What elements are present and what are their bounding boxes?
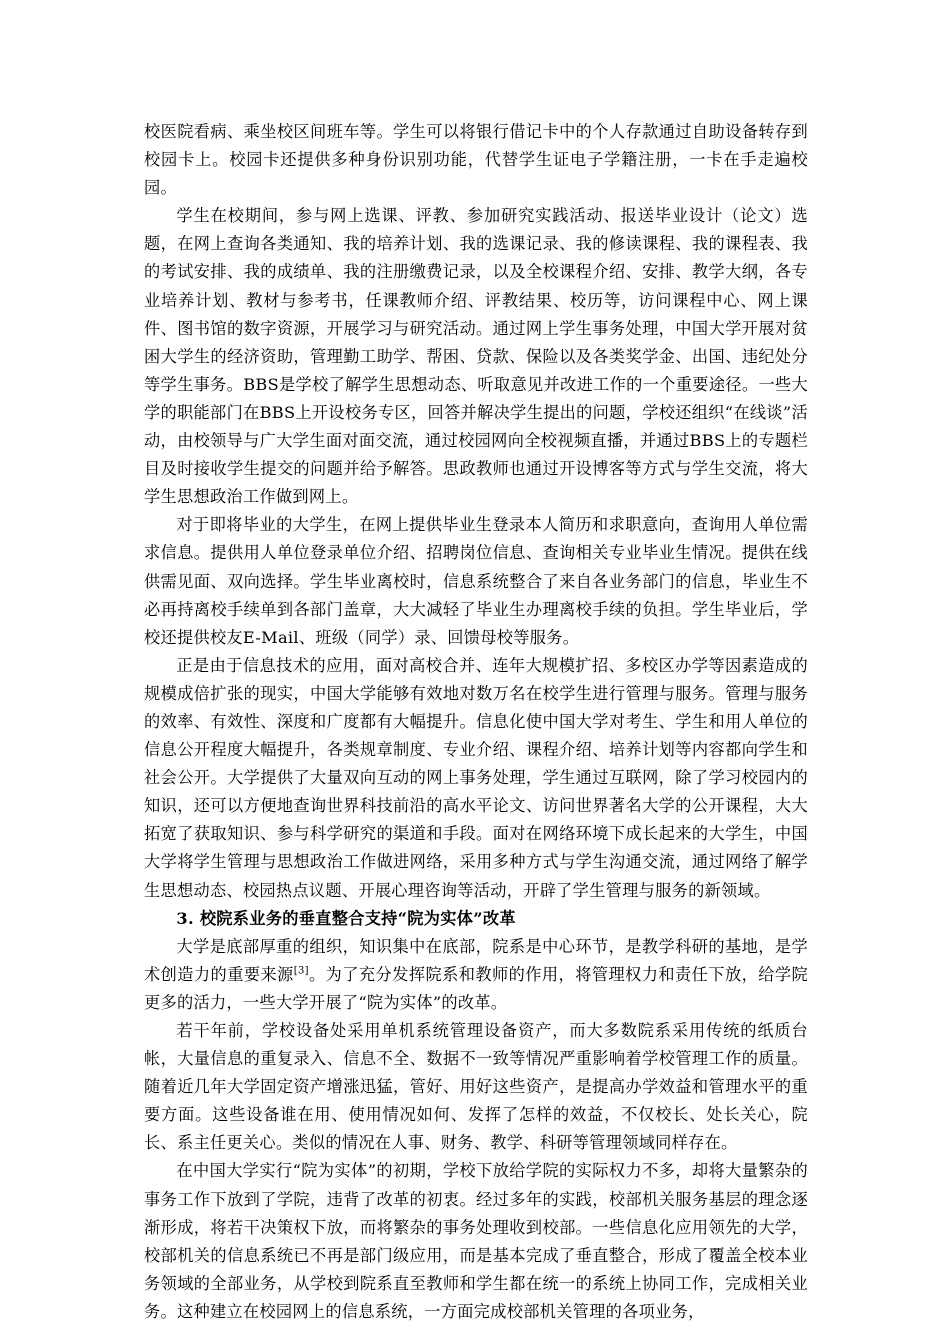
paragraph-campus-card: 校医院看病、乘坐校区间班车等。学生可以将银行借记卡中的个人存款通过自助设备转存到校园卡上。校园卡还提供多种身份识别功能，代替学生证电子学籍注册，一卡在手走遍校园。 — [144, 122, 808, 198]
document-page — [144, 118, 808, 1326]
paragraph-vertical-integration: 在中国大学实行“院为实体”的初期，学校下放给学院的实际权力不多，却将大量繁杂的事务工作下放到了学院，违背了改革的初衷。经过多年的实践，校部机关服务基层的理念逐渐形成，将若干决策权下放，而将繁杂的事务处理收到校部。一些信息化应用领先的大学，校部机关的信息系统已不再是部门级应用，而是基本完成了垂直整合，形成了覆盖全校本业务领域的全部业务，从学校到院系直至教师和学生都在统一的系统上协同工作，完成相关业务。这种建立在校园网上的信息系统，一方面完成校部机关管理的各项业务， — [144, 1161, 808, 1321]
paragraph-faculty-as-entity — [144, 933, 808, 1017]
paragraph-text-before-reference: 大学是底部厚重的组织，知识集中在底部，院系是中心环节，是教学科研的基地，是学术创造力的重要来源 — [144, 936, 808, 984]
paragraph-online-student-services: 学生在校期间，参与网上选课、评教、参加研究实践活动、报送毕业设计（论文）选题，在网上查询各类通知、我的培养计划、我的选课记录、我的修读课程、我的课程表、我的考试安排、我的成绩单、我的注册缴费记录，以及全校课程介绍、安排、教学大纲，各专业培养计划、教材与参考书，任课教师介绍、评教结果、校历等，访问课程中心、网上课件、图书馆的数字资源，开展学习与研究活动。通过网上学生事务处理，中国大学开展对贫困大学生的经济资助，管理勤工助学、帮困、贷款、保险以及各类奖学金、出国、违纪处分等学生事务。BBS是学校了解学生思想动态、听取意见并改进工作的一个重要途径。一些大学的职能部门在BBS上开设校务专区，回答并解决学生提出的问题，学校还组织“在线谈”活动，由校领导与广大学生面对面交流，通过校园网向全校视频直播，并通过BBS上的专题栏目及时接收学生提交的问题并给予解答。思政教师也通过开设博客等方式与学生交流，将大学生思想政治工作做到网上。 — [144, 206, 808, 507]
paragraph-graduate-services: 对于即将毕业的大学生，在网上提供毕业生登录本人简历和求职意向，查询用人单位需求信息。提供用人单位登录单位介绍、招聘岗位信息、查询相关专业毕业生情况。提供在线供需见面、双向选择。学生毕业离校时，信息系统整合了来自各业务部门的信息，毕业生不必再持离校手续单到各部门盖章，大大减轻了毕业生办理离校手续的负担。学生毕业后，学校还提供校友E-Mail、班级（同学）录、回馈母校等服务。 — [144, 515, 808, 647]
section-heading: 3. 校院系业务的垂直整合支持“院为实体”改革 — [176, 908, 516, 928]
citation-reference: [3] — [293, 965, 309, 977]
paragraph-it-impact: 正是由于信息技术的应用，面对高校合并、连年大规模扩招、多校区办学等因素造成的规模成倍扩张的现实，中国大学能够有效地对数万名在校学生进行管理与服务。管理与服务的效率、有效性、深度和广度都有大幅提升。信息化使中国大学对考生、学生和用人单位的信息公开程度大幅提升，各类规章制度、专业介绍、课程介绍、培养计划等内容都向学生和社会公开。大学提供了大量双向互动的网上事务处理，学生通过互联网，除了学习校园内的知识，还可以方便地查询世界科技前沿的高水平论文、访问世界著名大学的公开课程，大大拓宽了获取知识、参与科学研究的渠道和手段。面对在网络环境下成长起来的大学生，中国大学将学生管理与思想政治工作做进网络，采用多种方式与学生沟通交流，通过网络了解学生思想动态、校园热点议题、开展心理咨询等活动，开辟了学生管理与服务的新领域。 — [144, 655, 808, 900]
paragraph-text-after-reference: 。为了充分发挥院系和教师的作用，将管理权力和责任下放，给学院更多的活力，一些大学开展了“院为实体”的改革。 — [144, 964, 808, 1012]
paragraph-asset-management: 若干年前，学校设备处采用单机系统管理设备资产，而大多数院系采用传统的纸质台帐，大量信息的重复录入、信息不全、数据不一致等情况严重影响着学校管理工作的质量。随着近几年大学固定资产增涨迅猛，管好、用好这些资产，是提高办学效益和管理水平的重要方面。这些设备谁在用、使用情况如何、发挥了怎样的效益，不仅校长、处长关心，院长、系主任更关心。类似的情况在人事、财务、教学、科研等管理领域同样存在。 — [144, 1021, 808, 1153]
